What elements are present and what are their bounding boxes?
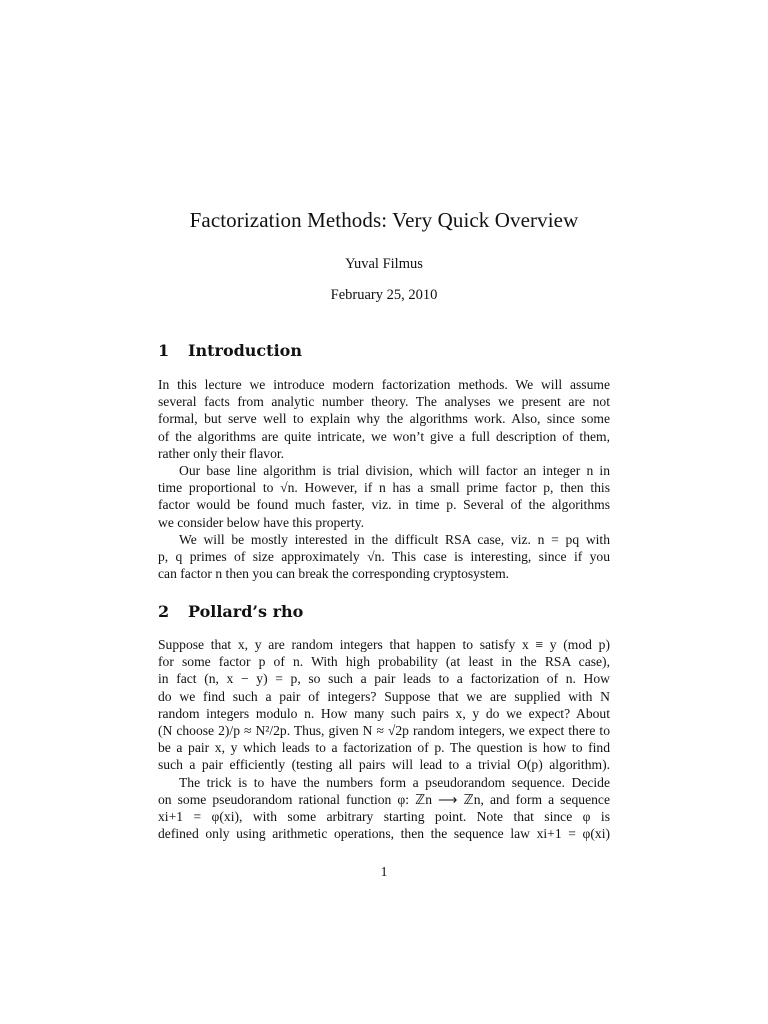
page-number: 1 bbox=[380, 864, 388, 879]
section-number: 2 bbox=[158, 602, 170, 621]
text-line: formal, but serve well to explain why the algorithms work. Also, since some bbox=[158, 411, 610, 427]
text-line: xi+1 = φ(xi), with some arbitrary starting point. Note that since φ is bbox=[158, 808, 610, 824]
text-line: we consider below have this property. bbox=[158, 514, 364, 530]
text-line: of the algorithms are quite intricate, we won’t give a full description of them, bbox=[158, 428, 610, 444]
text-line: do we find such a pair of integers? Suppose that we are supplied with N bbox=[158, 688, 610, 704]
text-line: random integers modulo n. How many such pairs x, y do we expect? About bbox=[158, 705, 610, 721]
section-title: Introduction bbox=[188, 341, 302, 360]
text-line: factor would be found much faster, viz. in time p. Several of the algorithms bbox=[158, 497, 610, 513]
text-line: defined only using arithmetic operations, then the sequence law xi+1 = φ(xi) bbox=[158, 826, 610, 842]
paper-title: Factorization Methods: Very Quick Overview bbox=[189, 208, 579, 232]
section-body-introduction bbox=[158, 376, 610, 582]
text-line: on some pseudorandom rational function φ: ℤn ⟶ ℤn, and form a sequence bbox=[158, 791, 610, 807]
text-line: The trick is to have the numbers form a pseudorandom sequence. Decide bbox=[179, 774, 610, 790]
text-line: in fact (n, x − y) = p, so such a pair leads to a factorization of n. How bbox=[158, 671, 610, 687]
section-title: Pollard’s rho bbox=[188, 602, 304, 621]
text-line: Our base line algorithm is trial division, which will factor an integer n in bbox=[179, 462, 610, 478]
text-line: rather only their flavor. bbox=[158, 445, 285, 461]
text-line: Suppose that x, y are random integers that happen to satisfy x ≡ y (mod p) bbox=[158, 637, 610, 652]
text-line: time proportional to √n. However, if n has a small prime factor p, then this bbox=[158, 480, 610, 496]
paper-date: February 25, 2010 bbox=[330, 287, 438, 303]
section-body-pollards-rho bbox=[158, 636, 610, 842]
text-line: We will be mostly interested in the difficult RSA case, viz. n = pq with bbox=[179, 531, 610, 547]
text-line: (N choose 2)/p ≈ N²/2p. Thus, given N ≈ √2p random integers, we expect there to bbox=[158, 722, 610, 738]
section-heading-introduction bbox=[158, 341, 302, 360]
text-line: such a pair efficiently (testing all pairs will lead to a trivial O(p) algorithm). bbox=[158, 757, 610, 773]
text-line: p, q primes of size approximately √n. This case is interesting, since if you bbox=[158, 548, 610, 564]
text-line: several facts from analytic number theory. The analyses we present are not bbox=[158, 394, 610, 410]
text-line: In this lecture we introduce modern factorization methods. We will assume bbox=[158, 377, 610, 392]
text-line: be a pair x, y which leads to a factorization of p. The question is how to find bbox=[158, 740, 610, 756]
text-line: can factor n then you can break the corresponding cryptosystem. bbox=[158, 566, 510, 582]
section-heading-pollards-rho bbox=[158, 602, 303, 621]
section-number: 1 bbox=[158, 341, 170, 360]
text-line: for some factor p of n. With high probability (at least in the RSA case), bbox=[158, 654, 610, 670]
paper-author: Yuval Filmus bbox=[345, 256, 423, 272]
